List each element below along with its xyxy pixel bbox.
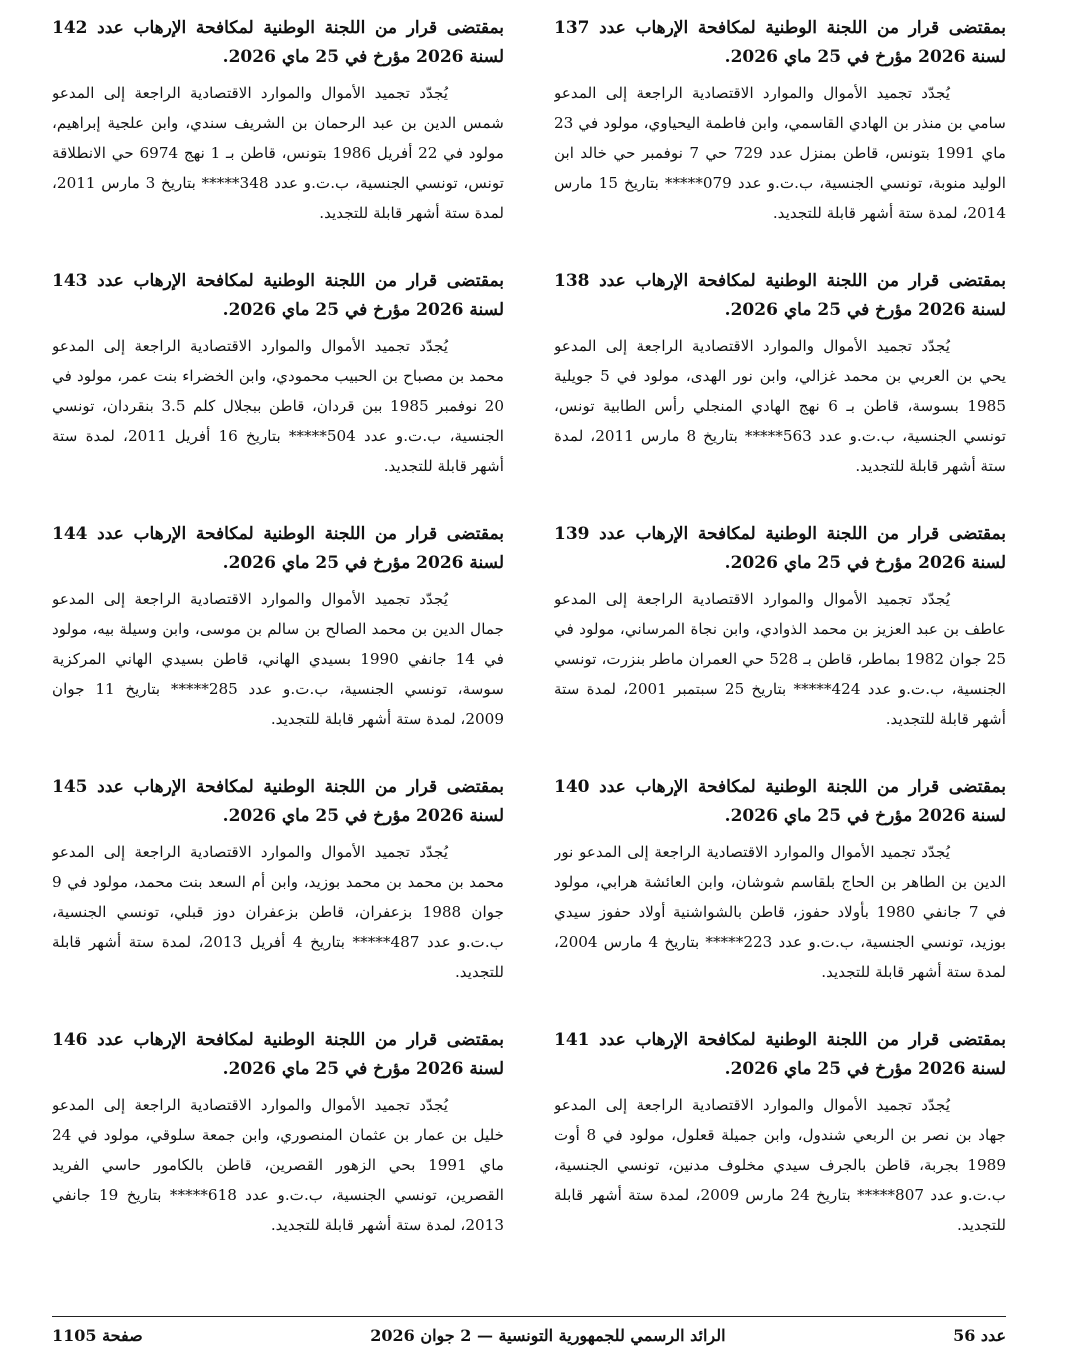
decision-145 — [52, 773, 504, 1026]
decision-body: يُجدّد تجميد الأموال والموارد الاقتصادية الراجعة إلى المدعو خليل بن عمار بن عثمان المنصوري، وابن جمعة سلوقي، مولود في 24 ماي 1991 بحي الزهور القصرين، قاطن بالكامور حاسي الفريد القصرين، تونسي الجنسية، ب.ت.و عدد 618***** بتاريخ 19 جانفي 2013، لمدة ستة أشهر قابلة للتجديد. — [52, 1096, 504, 1234]
decision-body: يُجدّد تجميد الأموال والموارد الاقتصادية الراجعة إلى المدعو جمال الدين بن محمد الصالح بن سالم بن موسى، وابن وسيلة بيه، مولود في 14 جانفي 1990 بسيدي الهاني، قاطن بسيدي الهاني المركزية سوسة، تونسي الجنسية، ب.ت.و عدد 285***** بتاريخ 11 جوان 2009، لمدة ستة أشهر قابلة للتجديد. — [52, 590, 504, 728]
decision-body: يُجدّد تجميد الأموال والموارد الاقتصادية الراجعة إلى المدعو محمد بن مصباح بن الحبيب محمودي، وابن الخضراء بنت عمر، مولود في 20 نوفمبر 1985 ببن قردان، قاطن ببجلال كلم 3.5 بنقردان، تونسي الجنسية، ب.ت.و عدد 504***** بتاريخ 16 أفريل 2011، لمدة ستة أشهر قابلة للتجديد. — [52, 337, 504, 475]
footer-divider — [52, 1316, 1006, 1317]
decision-body: يُجدّد تجميد الأموال والموارد الاقتصادية الراجعة إلى المدعو سامي بن منذر بن الهادي القاسمي، وابن فاطمة اليحياوي، مولود في 23 ماي 1991 بتونس، قاطن بمنزل عدد 729 حي 7 نوفمبر حي خالد ابن الوليد منوبة، تونسي الجنسية، ب.ت.و عدد 079***** بتاريخ 15 مارس 2014، لمدة ستة أشهر قابلة للتجديد. — [554, 84, 1006, 222]
decision-heading: بمقتضى قرار من اللجنة الوطنية لمكافحة الإرهاب عدد 144 لسنة 2026 مؤرخ في 25 ماي 2026. — [52, 524, 504, 573]
left-column — [52, 14, 504, 1304]
decision-heading: بمقتضى قرار من اللجنة الوطنية لمكافحة الإرهاب عدد 143 لسنة 2026 مؤرخ في 25 ماي 2026. — [52, 271, 504, 320]
decision-146 — [52, 1026, 504, 1279]
decision-heading: بمقتضى قرار من اللجنة الوطنية لمكافحة الإرهاب عدد 141 لسنة 2026 مؤرخ في 25 ماي 2026. — [554, 1030, 1006, 1079]
decision-143 — [52, 267, 504, 520]
journal-title: الرائد الرسمي للجمهورية التونسية — 2 جوان 2026 — [370, 1325, 726, 1345]
right-column — [554, 14, 1006, 1304]
decision-141 — [554, 1026, 1006, 1279]
decision-heading: بمقتضى قرار من اللجنة الوطنية لمكافحة الإرهاب عدد 140 لسنة 2026 مؤرخ في 25 ماي 2026. — [554, 777, 1006, 826]
decision-137 — [554, 14, 1006, 267]
page-footer — [52, 1322, 1006, 1348]
decision-body: يُجدّد تجميد الأموال والموارد الاقتصادية الراجعة إلى المدعو محمد بن محمد بن محمد بوزيد، وابن أم السعد بنت محمد، مولود في 9 جوان 1988 بزعفران، قاطن بزعفران دوز قبلي، تونسي الجنسية، ب.ت.و عدد 487***** بتاريخ 4 أفريل 2013، لمدة ستة أشهر قابلة للتجديد. — [52, 843, 504, 981]
decision-138 — [554, 267, 1006, 520]
decision-body: يُجدّد تجميد الأموال والموارد الاقتصادية الراجعة إلى المدعو جهاد بن نصر بن الربعي شندول، وابن جميلة قعلول، مولود في 8 أوت 1989 بجربة، قاطن بالجرف سيدي مخلوف مدنين، تونسي الجنسية، ب.ت.و عدد 807***** بتاريخ 24 مارس 2009، لمدة ستة أشهر قابلة للتجديد. — [554, 1096, 1006, 1234]
decision-139 — [554, 520, 1006, 773]
decision-heading: بمقتضى قرار من اللجنة الوطنية لمكافحة الإرهاب عدد 137 لسنة 2026 مؤرخ في 25 ماي 2026. — [554, 18, 1006, 67]
decision-144 — [52, 520, 504, 773]
two-column-body — [52, 14, 1006, 1304]
decision-heading: بمقتضى قرار من اللجنة الوطنية لمكافحة الإرهاب عدد 139 لسنة 2026 مؤرخ في 25 ماي 2026. — [554, 524, 1006, 573]
decision-heading: بمقتضى قرار من اللجنة الوطنية لمكافحة الإرهاب عدد 145 لسنة 2026 مؤرخ في 25 ماي 2026. — [52, 777, 504, 826]
decision-heading: بمقتضى قرار من اللجنة الوطنية لمكافحة الإرهاب عدد 142 لسنة 2026 مؤرخ في 25 ماي 2026. — [52, 18, 504, 67]
decision-140 — [554, 773, 1006, 1026]
issue-number: عدد 56 — [953, 1325, 1006, 1345]
decision-body: يُجدّد تجميد الأموال والموارد الاقتصادية الراجعة إلى المدعو نور الدين بن الطاهر بن الحاج بلقاسم شوشان، وابن العائشة هرابي، مولود في 7 جانفي 1980 بأولاد حفوز، قاطن بالشواشنية أولاد حفوز سيدي بوزيد، تونسي الجنسية، ب.ت.و عدد 223***** بتاريخ 4 مارس 2004، لمدة ستة أشهر قابلة للتجديد. — [554, 843, 1006, 981]
decision-heading: بمقتضى قرار من اللجنة الوطنية لمكافحة الإرهاب عدد 146 لسنة 2026 مؤرخ في 25 ماي 2026. — [52, 1030, 504, 1079]
decision-142 — [52, 14, 504, 267]
decision-heading: بمقتضى قرار من اللجنة الوطنية لمكافحة الإرهاب عدد 138 لسنة 2026 مؤرخ في 25 ماي 2026. — [554, 271, 1006, 320]
decision-body: يُجدّد تجميد الأموال والموارد الاقتصادية الراجعة إلى المدعو عاطف بن عبد العزيز بن محمد الذوادي، وابن نجاة المرساني، مولود في 25 جوان 1982 بماطر، قاطن بـ 528 حي العمران ماطر بنزرت، تونسي الجنسية، ب.ت.و عدد 424***** بتاريخ 25 سبتمبر 2001، لمدة ستة أشهر قابلة للتجديد. — [554, 590, 1006, 728]
decision-body: يُجدّد تجميد الأموال والموارد الاقتصادية الراجعة إلى المدعو يحي بن العربي بن محمد غزالي، وابن نور الهدى، مولود في 5 جويلية 1985 بسوسة، قاطن بـ 6 نهج الهادي المنجلي رأس الطابية تونس، تونسي الجنسية، ب.ت.و عدد 563***** بتاريخ 8 مارس 2011، لمدة ستة أشهر قابلة للتجديد. — [554, 337, 1006, 475]
decision-body: يُجدّد تجميد الأموال والموارد الاقتصادية الراجعة إلى المدعو شمس الدين بن عبد الرحمان بن الشريف سندي، وابن علجية إبراهيم، مولود في 22 أفريل 1986 بتونس، قاطن بـ 1 نهج 6974 حي الانطلاقة تونس، تونسي الجنسية، ب.ت.و عدد 348***** بتاريخ 3 مارس 2011، لمدة ستة أشهر قابلة للتجديد. — [52, 84, 504, 222]
page-number: صفحة 1105 — [52, 1325, 143, 1345]
